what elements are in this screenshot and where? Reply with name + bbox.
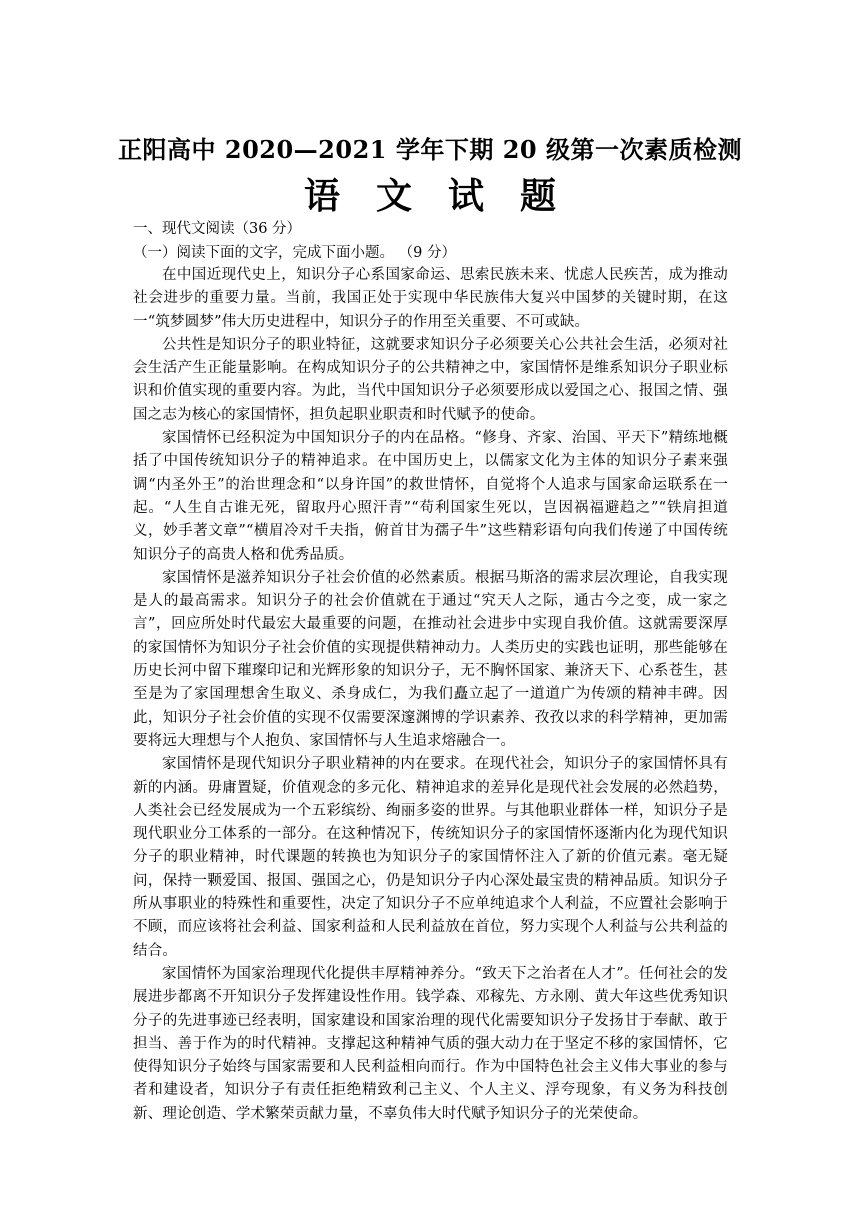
subject-title: 语文试题 xyxy=(303,175,592,217)
exam-title: 正阳高中 2020—2021 学年下期 20 级第一次素质检测 xyxy=(118,135,742,164)
passage-paragraph: 家国情怀是滋养知识分子社会价值的必然素质。根据马斯洛的需求层次理论，自我实现是人的最高需求。知识分子的社会价值就在于通过“究天人之际，通古今之变，成一家之言”，回应所处时代最宏大最重要的问题，在推动社会进步中实现自我价值。这就需要深厚的家国情怀为知识分子社会价值的实现提供精神动力。人类历史的实践也证明，那些能够在历史长河中留下璀璨印记和光辉形象的知识分子，无不胸怀国家、兼济天下、心系苍生，甚至是为了家国理想舍生取义、杀身成仁，为我们矗立起了一道道广为传颂的精神丰碑。因此，知识分子社会价值的实现不仅需要深邃渊博的学识素养、孜孜以求的科学精神，更加需要将远大理想与个人抱负、家国情怀与人生追求熔融合一。 xyxy=(133,569,728,749)
passage-paragraph: 家国情怀已经积淀为中国知识分子的内在品格。“修身、齐家、治国、平天下”精练地概括了中国传统知识分子的精神追求。在中国历史上，以儒家文化为主体的知识分子素来强调“内圣外王”的治世理念和“以身许国”的救世情怀，自觉将个人追求与国家命运联系在一起。“人生自古谁无死，留取丹心照汗青”“苟利国家生死以，岂因祸福避趋之”“铁肩担道义，妙手著文章”“横眉冷对千夫指，俯首甘为孺子牛”这些精彩语句向我们传递了中国传统知识分子的高贵人格和优秀品质。 xyxy=(133,430,728,563)
subsection-heading-reading-instruction: （一）阅读下面的文字，完成下面小题。 （9 分） xyxy=(133,245,456,261)
passage-paragraph: 家国情怀为国家治理现代化提供丰厚精神养分。“致天下之治者在人才”。任何社会的发展进步都离不开知识分子发挥建设性作用。钱学森、邓稼先、方永刚、黄大年这些优秀知识分子的先进事迹已经表明，国家建设和国家治理的现代化需要知识分子发扬甘于奉献、敢于担当、善于作为的时代精神。支撑起这种精神气质的强大动力在于坚定不移的家国情怀，它使得知识分子始终与国家需要和人民利益相向而行。作为中国特色社会主义伟大事业的参与者和建设者，知识分子有责任拒绝精致利己主义、个人主义、浮夸现象，有义务为科技创新、理论创造、学术繁荣贡献力量，不辜负伟大时代赋予知识分子的光荣使命。 xyxy=(133,965,728,1122)
passage-paragraph: 家国情怀是现代知识分子职业精神的内在要求。在现代社会，知识分子的家国情怀具有新的内涵。毋庸置疑，价值观念的多元化、精神追求的差异化是现代社会发展的必然趋势，人类社会已经发展成为一个五彩缤纷、绚丽多姿的世界。与其他职业群体一样，知识分子是现代职业分工体系的一部分。在这种情况下，传统知识分子的家国情怀逐渐内化为现代知识分子的职业精神，时代课题的转换也为知识分子的家国情怀注入了新的价值元素。毫无疑问，保持一颗爱国、报国、强国之心，仍是知识分子内心深处最宝贵的精神品质。知识分子所从事职业的特殊性和重要性，决定了知识分子不应单纯追求个人利益，不应置社会影响于不顾，而应该将社会利益、国家利益和人民利益放在首位，努力实现个人利益与公共利益的结合。 xyxy=(133,756,728,959)
passage-paragraph: 在中国近现代史上，知识分子心系国家命运、思索民族未来、忧虑人民疾苦，成为推动社会进步的重要力量。当前，我国正处于实现中华民族伟大复兴中国梦的关键时期，在这一“筑梦圆梦”伟大历史进程中，知识分子的作用至关重要、不可或缺。 xyxy=(133,267,728,330)
section-heading-modern-reading: 一、现代文阅读（36 分） xyxy=(133,221,302,237)
passage-paragraph: 公共性是知识分子的职业特征，这就要求知识分子必须要关心公共社会生活，必须对社会生活产生正能量影响。在构成知识分子的公共精神之中，家国情怀是维系知识分子职业标识和价值实现的重要内容。为此，当代中国知识分子必须要形成以爱国之心、报国之情、强国之志为核心的家国情怀，担负起职业职责和时代赋予的使命。 xyxy=(133,336,728,423)
reading-passage xyxy=(133,264,728,1126)
